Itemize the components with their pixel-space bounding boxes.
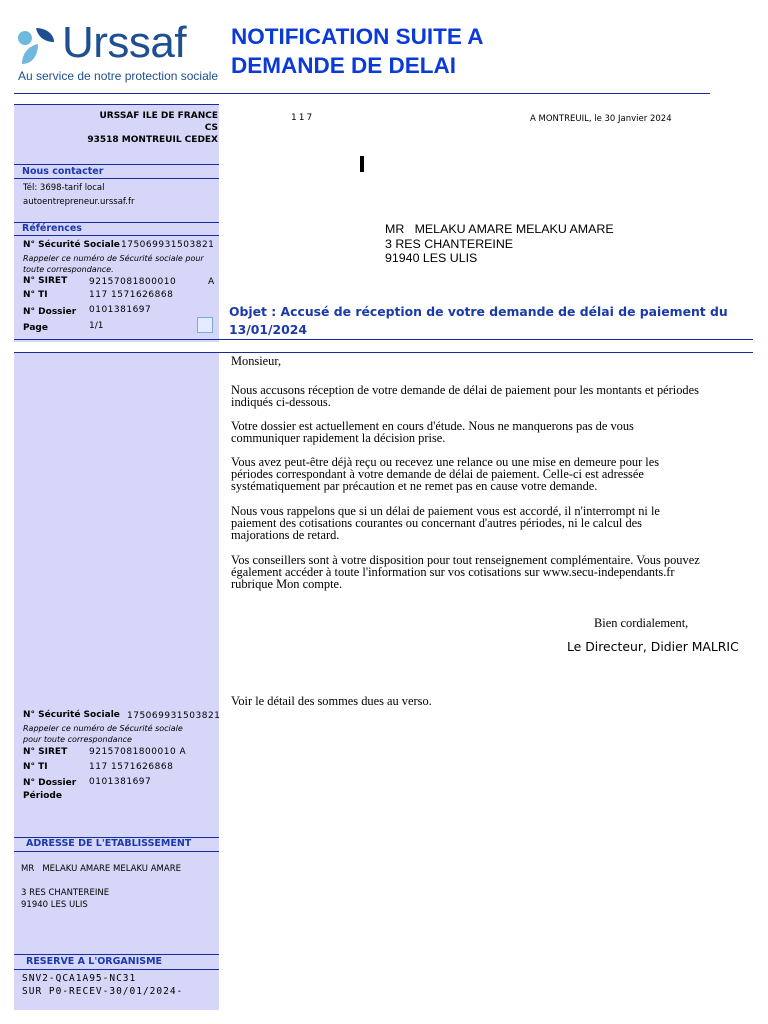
date-place: A MONTREUIL, le 30 Janvier 2024 bbox=[530, 114, 672, 124]
ref-siret-label: N° SIRET bbox=[23, 276, 68, 286]
subject bbox=[229, 303, 728, 339]
sender-line-2: CS bbox=[204, 123, 218, 133]
urssaf-leaf-icon bbox=[16, 26, 60, 66]
establishment-address bbox=[21, 864, 181, 911]
paragraph-1-line: indiqués ci-dessous. bbox=[231, 395, 331, 409]
salutation: Monsieur, bbox=[231, 354, 282, 368]
ref-secu-label: N° Sécurité Sociale bbox=[23, 240, 120, 250]
contact-website[interactable]: autoentrepreneur.urssaf.fr bbox=[23, 197, 135, 207]
organism-rule bbox=[14, 954, 219, 955]
brand-tagline: Au service de notre protection sociale bbox=[18, 69, 219, 83]
page-box bbox=[197, 317, 213, 333]
document-title bbox=[231, 22, 484, 80]
coupon-siret-label: N° SIRET bbox=[23, 747, 68, 757]
organism-rule-2 bbox=[14, 969, 219, 970]
paragraph-3-line: Vous avez peut-être déjà reçu ou recevez une relance ou une mise en demeure pour les bbox=[231, 455, 660, 469]
paragraph-2-line: communiquer rapidement la décision prise. bbox=[231, 431, 446, 445]
paragraph-3-line: systématiquement par précaution et ne remet pas en cause votre demande. bbox=[231, 479, 598, 493]
coupon-periode-label: Période bbox=[23, 791, 62, 801]
recipient-line-3: 91940 LES ULIS bbox=[385, 251, 478, 265]
coupon-secu-value: 175069931503821 bbox=[127, 711, 221, 721]
sidebar-bottom-panel bbox=[14, 352, 219, 1010]
sender-address bbox=[14, 110, 218, 146]
recipient-line-1: MR MELAKU AMARE MELAKU AMARE bbox=[385, 222, 614, 236]
paragraph-1-line: Nous accusons réception de votre demande de délai de paiement pour les montants et périodes bbox=[231, 383, 699, 397]
paragraph-4-line: majorations de retard. bbox=[231, 528, 340, 542]
reference-number: 117 bbox=[291, 113, 315, 123]
verso-note: Voir le détail des sommes dues au verso. bbox=[231, 694, 432, 708]
ref-page-value: 1/1 bbox=[89, 321, 104, 331]
paragraph-5-line: Vos conseillers sont à votre disposition pour tout renseignement complémentaire. Vous pouvez bbox=[231, 553, 700, 567]
coupon-ti-label: N° TI bbox=[23, 762, 48, 772]
establishment-heading: ADRESSE DE L'ETABLISSEMENT bbox=[26, 838, 192, 849]
coupon-siret-value: 92157081800010 A bbox=[89, 747, 187, 757]
contact-rule bbox=[14, 164, 219, 165]
paragraph-2 bbox=[231, 420, 751, 444]
paragraph-3 bbox=[231, 456, 751, 492]
contact-rule-2 bbox=[14, 178, 219, 179]
paragraph-5 bbox=[231, 554, 751, 590]
establishment-line-3: 91940 LES ULIS bbox=[21, 900, 88, 910]
subject-rule-top bbox=[14, 339, 753, 340]
closing: Bien cordialement, bbox=[594, 616, 689, 630]
ref-reminder: Rappeler ce numéro de Sécurité sociale pour toute correspondance. bbox=[23, 254, 204, 274]
brand-name: Urssaf bbox=[62, 18, 187, 67]
coupon-dossier-value: 0101381697 bbox=[89, 777, 152, 787]
ref-dossier-value: 0101381697 bbox=[89, 305, 152, 315]
paragraph-4-line: paiement des cotisations courantes ou concernant d'autres périodes, ni le calcul des bbox=[231, 516, 642, 530]
paragraph-4 bbox=[231, 505, 751, 541]
ref-ti-value: 117 1571626868 bbox=[89, 290, 174, 300]
paragraph-1 bbox=[231, 384, 751, 408]
paragraph-5-line: également accéder à toute l'information sur vos cotisations sur www.secu-independants.fr bbox=[231, 565, 675, 579]
organism-code-2: SUR P0-RECEV-30/01/2024- bbox=[22, 986, 184, 997]
establishment-line-2: 3 RES CHANTEREINE bbox=[21, 888, 110, 898]
contact-phone: Tél: 3698-tarif local bbox=[23, 183, 105, 193]
sender-line-3: 93518 MONTREUIL CEDEX bbox=[87, 135, 218, 145]
paragraph-4-line: Nous vous rappelons que si un délai de paiement vous est accordé, il n'interrompt ni le bbox=[231, 504, 660, 518]
organism-codes bbox=[22, 972, 183, 998]
paragraph-2-line: Votre dossier est actuellement en cours d'étude. Nous ne manquerons pas de vous bbox=[231, 419, 634, 433]
subject-rule-bottom bbox=[14, 352, 753, 353]
ref-dossier-label: N° Dossier bbox=[23, 307, 77, 317]
ref-ti-label: N° TI bbox=[23, 290, 48, 300]
organism-code-1: SNV2-QCA1A95-NC31 bbox=[22, 973, 137, 984]
ref-secu-value: 175069931503821 bbox=[121, 240, 215, 250]
sender-line-1: URSSAF ILE DE FRANCE bbox=[99, 111, 218, 121]
coupon-dossier-label: N° Dossier bbox=[23, 778, 77, 788]
recipient-line-2: 3 RES CHANTEREINE bbox=[385, 236, 514, 251]
sidebar-top-rule bbox=[14, 104, 219, 105]
urssaf-logo bbox=[14, 18, 224, 86]
title-line-2: DEMANDE DE DELAI bbox=[231, 53, 457, 78]
references-heading: Références bbox=[22, 223, 82, 234]
barcode-mark bbox=[360, 156, 364, 172]
contact-heading: Nous contacter bbox=[22, 166, 104, 177]
title-line-1: NOTIFICATION SUITE A bbox=[231, 24, 484, 49]
recipient-address bbox=[385, 222, 614, 266]
establishment-name: MR MELAKU AMARE MELAKU AMARE bbox=[21, 864, 181, 874]
subject-line-1: Objet : Accusé de réception de votre demande de délai de paiement du bbox=[229, 304, 728, 319]
header-rule bbox=[14, 93, 710, 94]
ref-siret-value: 92157081800010 bbox=[89, 277, 177, 287]
organism-heading: RESERVE A L'ORGANISME bbox=[26, 956, 163, 967]
references-rule-2 bbox=[14, 235, 219, 236]
ref-siret-suffix: A bbox=[208, 277, 215, 287]
coupon-secu-label: N° Sécurité Sociale bbox=[23, 710, 120, 720]
paragraph-5-line: rubrique Mon compte. bbox=[231, 577, 343, 591]
signature: Le Directeur, Didier MALRIC bbox=[567, 639, 739, 654]
establishment-rule-2 bbox=[14, 851, 219, 852]
contact-details bbox=[23, 181, 134, 209]
subject-line-2: 13/01/2024 bbox=[229, 322, 308, 337]
paragraph-3-line: périodes correspondant à votre demande de délai de paiement. Celle-ci est adressée bbox=[231, 467, 644, 481]
ref-page-label: Page bbox=[23, 323, 48, 333]
coupon-reminder: Rappeler ce numéro de Sécurité sociale pour toute correspondance bbox=[23, 724, 183, 744]
coupon-ti-value: 117 1571626868 bbox=[89, 762, 174, 772]
